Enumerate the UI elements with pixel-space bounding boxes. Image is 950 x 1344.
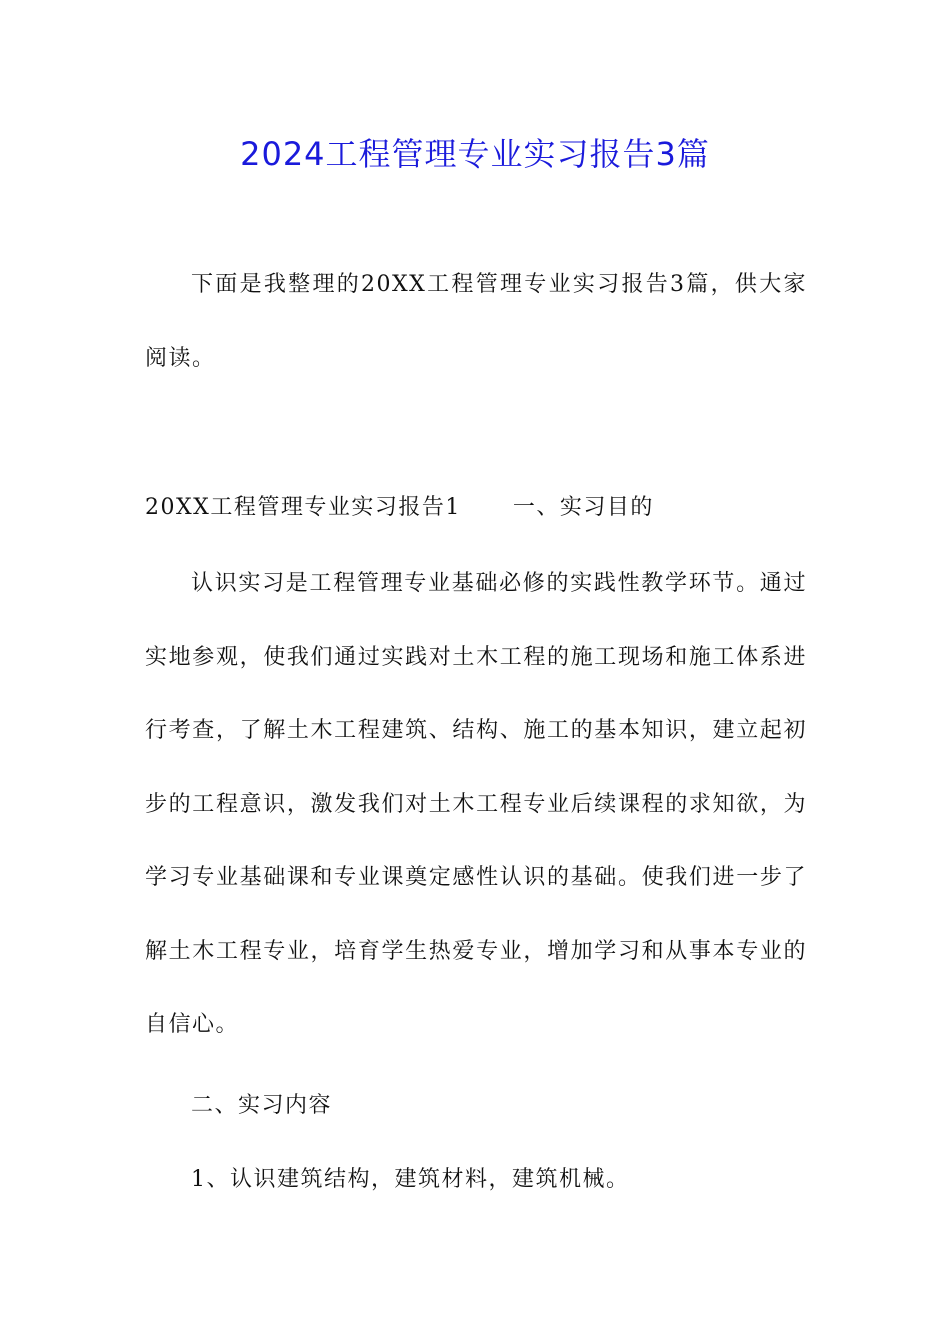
intro-block xyxy=(145,248,807,395)
report-heading-row xyxy=(145,488,807,528)
list-item-1: 1、认识建筑结构，建筑材料，建筑机械。 xyxy=(191,1167,630,1192)
section1-block xyxy=(145,547,807,1062)
section2-heading: 二、实习内容 xyxy=(191,1093,333,1118)
intro-paragraph: 下面是我整理的20XX工程管理专业实习报告3篇，供大家阅读。 xyxy=(145,272,807,371)
section2-heading-block xyxy=(145,1086,807,1126)
document-title: 2024工程管理专业实习报告3篇 xyxy=(240,135,710,173)
item1-block xyxy=(145,1160,807,1200)
report-heading: 20XX工程管理专业实习报告1 xyxy=(145,495,461,520)
report-heading-line xyxy=(145,488,807,528)
section1-paragraph: 认识实习是工程管理专业基础必修的实践性教学环节。通过实地参观，使我们通过实践对土木工程的施工现场和施工体系进行考查，了解土木工程建筑、结构、施工的基本知识，建立起初步的工程意识，激发我们对土木工程专业后续课程的求知欲，为学习专业基础课和专业课奠定感性认识的基础。使我们进一步了解土木工程专业，培育学生热爱专业，增加学习和从事本专业的自信心。 xyxy=(145,571,807,1037)
section1-heading: 一、实习目的 xyxy=(512,495,654,520)
